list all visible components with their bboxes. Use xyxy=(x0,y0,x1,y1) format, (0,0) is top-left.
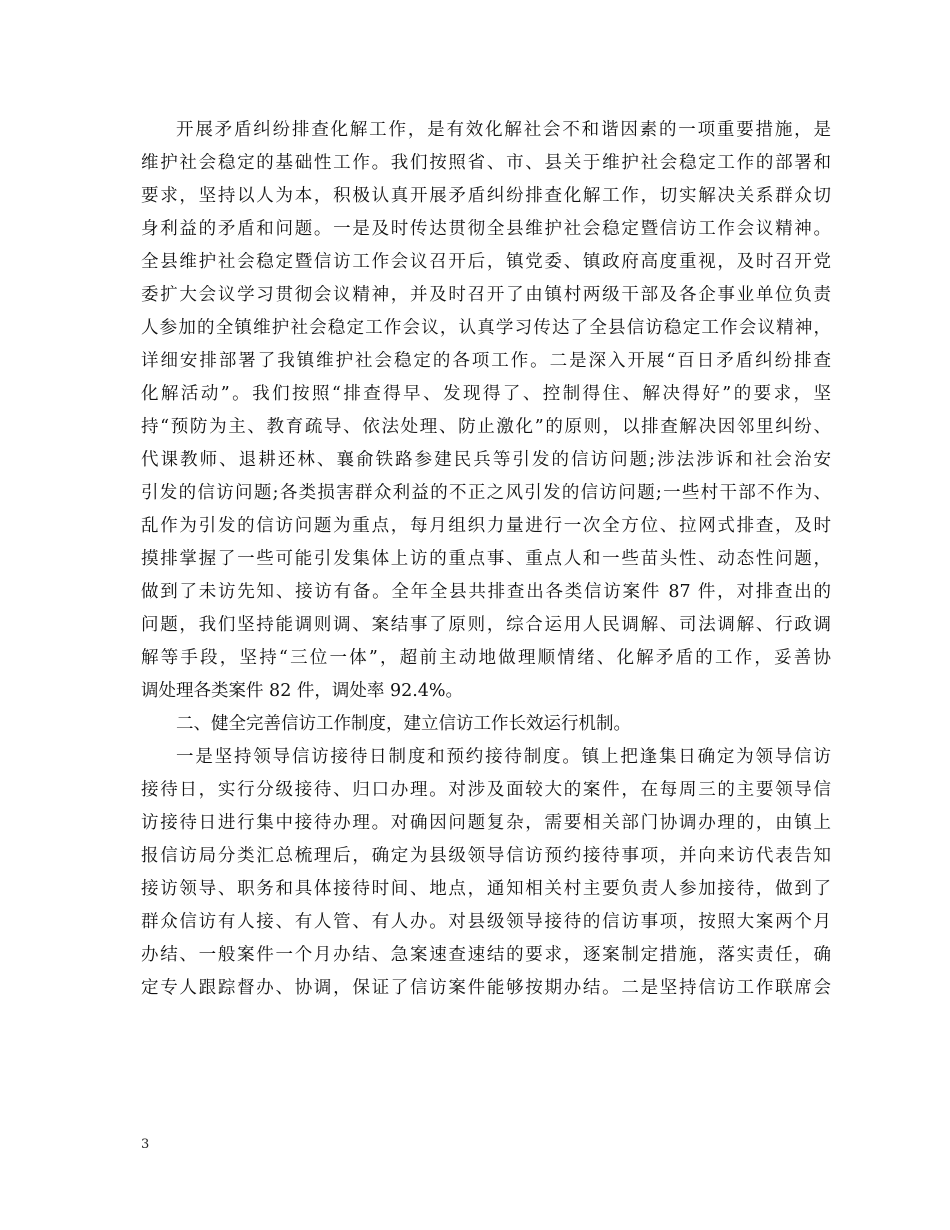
page-number: 3 xyxy=(141,1137,150,1152)
text-line: 引发的信访问题;各类损害群众利益的不正之风引发的信访问题;一些村干部不作为、 xyxy=(141,483,831,503)
text-line: 做到了未访先知、接访有备。全年全县共排查出各类信访案件 87 件，对排查出的 xyxy=(141,582,831,602)
document-body xyxy=(141,114,831,1005)
text-line: 化解活动”。我们按照“排查得早、发现得了、控制得住、解决得好”的要求，坚 xyxy=(141,384,831,404)
text-line: 身利益的矛盾和问题。一是及时传达贯彻全县维护社会稳定暨信访工作会议精神。 xyxy=(141,219,831,239)
text-line: 调处理各类案件 82 件，调处率 92.4%。 xyxy=(141,681,464,701)
text-line: 报信访局分类汇总梳理后，确定为县级领导信访预约接待事项，并向来访代表告知 xyxy=(141,846,831,866)
text-line: 群众信访有人接、有人管、有人办。对县级领导接待的信访事项，按照大案两个月 xyxy=(141,912,831,932)
text-line: 接待日，实行分级接待、归口办理。对涉及面较大的案件，在每周三的主要领导信 xyxy=(141,780,831,800)
text-line: 定专人跟踪督办、协调，保证了信访案件能够按期办结。二是坚持信访工作联席会 xyxy=(141,978,831,998)
text-line: 乱作为引发的信访问题为重点，每月组织力量进行一次全方位、拉网式排查，及时 xyxy=(141,516,831,536)
text-line: 维护社会稳定的基础性工作。我们按照省、市、县关于维护社会稳定工作的部署和 xyxy=(141,153,831,173)
section-heading: 二、健全完善信访工作制度，建立信访工作长效运行机制。 xyxy=(176,714,631,734)
text-line: 办结、一般案件一个月办结、急案速查速结的要求，逐案制定措施，落实责任，确 xyxy=(141,945,831,965)
text-line: 人参加的全镇维护社会稳定工作会议，认真学习传达了全县信访稳定工作会议精神， xyxy=(141,318,831,338)
text-line: 一是坚持领导信访接待日制度和预约接待制度。镇上把逢集日确定为领导信访 xyxy=(176,747,831,767)
text-line: 委扩大会议学习贯彻会议精神，并及时召开了由镇村两级干部及各企事业单位负责 xyxy=(141,285,831,305)
text-line: 持“预防为主、教育疏导、依法处理、防止激化”的原则，以排查解决因邻里纠纷、 xyxy=(141,417,831,437)
text-line: 解等手段，坚持“三位一体”，超前主动地做理顺情绪、化解矛盾的工作，妥善协 xyxy=(141,648,831,668)
text-line: 详细安排部署了我镇维护社会稳定的各项工作。二是深入开展“百日矛盾纠纷排查 xyxy=(141,351,831,371)
text-line: 摸排掌握了一些可能引发集体上访的重点事、重点人和一些苗头性、动态性问题， xyxy=(141,549,831,569)
text-line: 问题，我们坚持能调则调、案结事了原则，综合运用人民调解、司法调解、行政调 xyxy=(141,615,831,635)
text-line: 接访领导、职务和具体接待时间、地点，通知相关村主要负责人参加接待，做到了 xyxy=(141,879,831,899)
text-line: 开展矛盾纠纷排查化解工作，是有效化解社会不和谐因素的一项重要措施，是 xyxy=(176,120,831,140)
text-line: 访接待日进行集中接待办理。对确因问题复杂，需要相关部门协调办理的，由镇上 xyxy=(141,813,831,833)
text-line: 全县维护社会稳定暨信访工作会议召开后，镇党委、镇政府高度重视，及时召开党 xyxy=(141,252,831,272)
text-line: 代课教师、退耕还林、襄俞铁路参建民兵等引发的信访问题;涉法涉诉和社会治安 xyxy=(141,450,831,470)
text-line: 要求，坚持以人为本，积极认真开展矛盾纠纷排查化解工作，切实解决关系群众切 xyxy=(141,186,831,206)
